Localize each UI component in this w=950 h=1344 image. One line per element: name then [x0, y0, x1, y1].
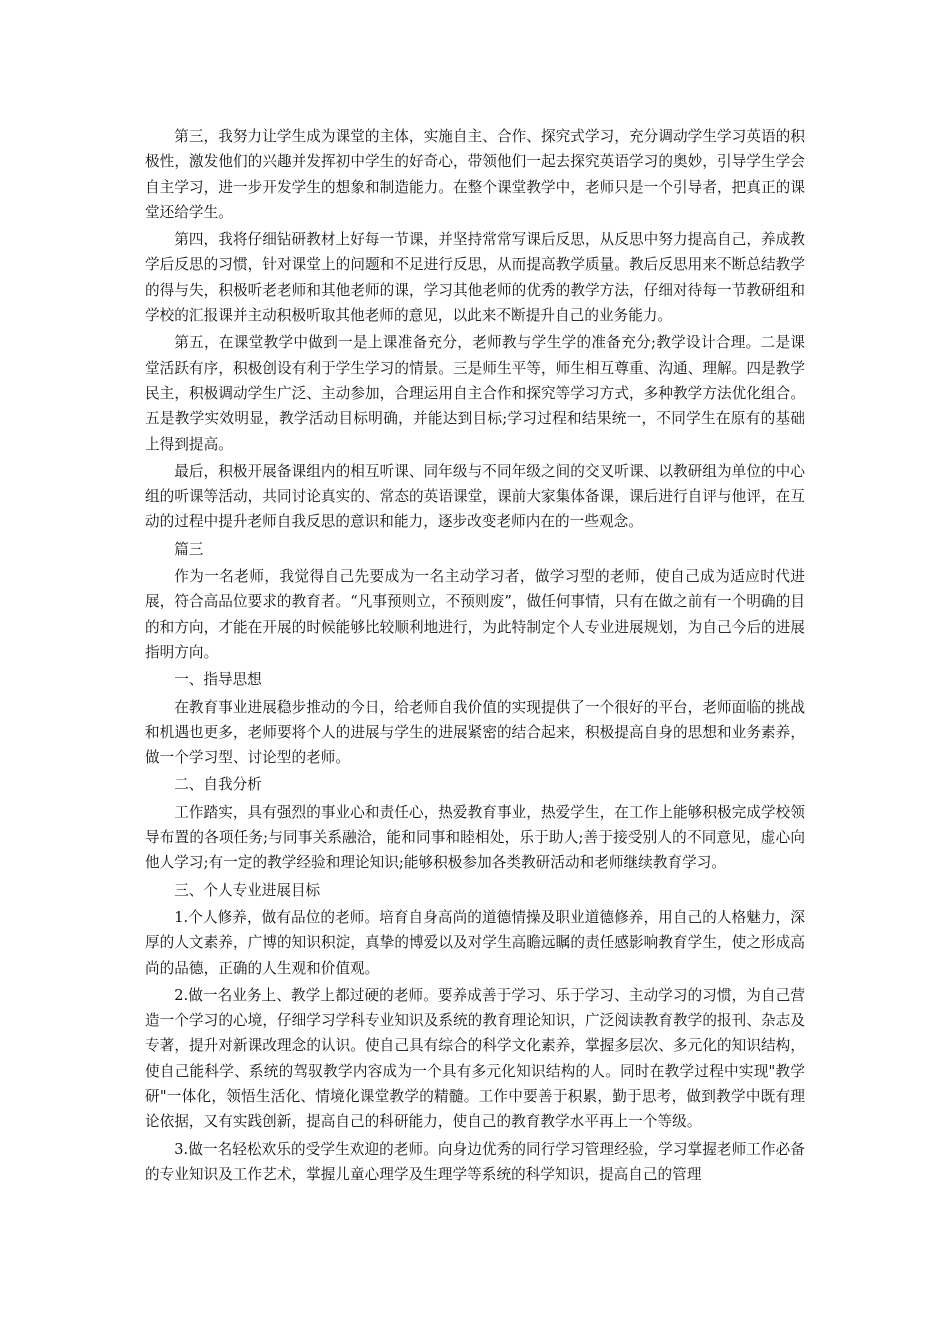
document-page [145, 124, 805, 1189]
paragraph-goal-2: 2.做一名业务上、教学上都过硬的老师。要养成善于学习、乐于学习、主动学习的习惯，为自己营造一个学习的心境，仔细学习学科专业知识及系统的教育理论知识，广泛阅读教育教学的报刊、杂志及专著，提升对新课改理念的认识。使自己具有综合的科学文化素养，掌握多层次、多元化的知识结构，使自己能科学、系统的驾驭教学内容成为一个具有多元化知识结构的人。同时在教学过程中实现"教学研"一体化，领悟生活化、情境化课堂教学的精髓。工作中要善于积累，勤于思考，做到教学中既有理论依据，又有实践创新，提高自己的科研能力，使自己的教育教学水平再上一个等级。 [145, 986, 805, 1131]
paragraph-third-point: 第三，我努力让学生成为课堂的主体，实施自主、合作、探究式学习，充分调动学生学习英语的积极性，激发他们的兴趣并发挥初中学生的好奇心，带领他们一起去探究英语学习的奥妙，引导学生学会自主学习，进一步开发学生的想象和制造能力。在整个课堂教学中，老师只是一个引导者，把真正的课堂还给学生。 [145, 128, 805, 221]
section-heading-guiding-thought: 一、指导思想 [174, 671, 262, 689]
paragraph-guiding-thought: 在教育事业进展稳步推动的今日，给老师自我价值的实现提供了一个很好的平台，老师面临的挑战和机遇也更多，老师要将个人的进展与学生的进展紧密的结合起来，积极提高自身的思想和业务素养，做一个学习型、讨论型的老师。 [145, 698, 805, 767]
section-heading-self-analysis: 二、自我分析 [174, 776, 262, 794]
paragraph-fifth-point: 第五，在课堂教学中做到一是上课准备充分，老师教与学生学的准备充分;教学设计合理。二是课堂活跃有序，积极创设有利于学生学习的情景。三是师生平等，师生相互尊重、沟通、理解。四是教学民主，积极调动学生广泛、主动参加，合理运用自主合作和探究等学习方式，多种教学方法优化组合。五是教学实效明显，教学活动目标明确，并能达到目标;学习过程和结果统一，不同学生在原有的基础上得到提高。 [145, 334, 805, 453]
paragraph-goal-1: 1.个人修养，做有品位的老师。培育自身高尚的道德情操及职业道德修养，用自己的人格魅力，深厚的人文素养，广博的知识积淀，真挚的博爱以及对学生高瞻远瞩的责任感影响教育学生，使之形成高尚的品德，正确的人生观和价值观。 [145, 908, 805, 977]
paragraph-finally: 最后，积极开展备课组内的相互听课、同年级与不同年级之间的交叉听课、以教研组为单位的中心组的听课等活动，共同讨论真实的、常态的英语课堂，课前大家集体备课，课后进行自评与他评，在互动的过程中提升老师自我反思的意识和能力，逐步改变老师内在的一些观念。 [145, 462, 805, 531]
paragraph-self-analysis: 工作踏实，具有强烈的事业心和责任心，热爱教育事业，热爱学生，在工作上能够积极完成学校领导布置的各项任务;与同事关系融洽，能和同事和睦相处，乐于助人;善于接受别人的不同意见，虚心向他人学习;有一定的教学经验和理论知识;能够积极参加各类教研活动和老师继续教育学习。 [145, 803, 805, 872]
section-heading-goals: 三、个人专业进展目标 [174, 881, 321, 899]
section-heading-part-three: 篇三 [174, 540, 204, 558]
paragraph-intro: 作为一名老师，我觉得自己先要成为一名主动学习者，做学习型的老师，使自己成为适应时代进展，符合高品位要求的教育者。“凡事预则立，不预则废”，做任何事情，只有在做之前有一个明确的目的和方向，才能在开展的时候能够比较顺利地进行，为此特制定个人专业进展规划，为自己今后的进展指明方向。 [145, 568, 805, 661]
paragraph-fourth-point: 第四，我将仔细钻研教材上好每一节课，并坚持常常写课后反思，从反思中努力提高自己，养成教学后反思的习惯，针对课堂上的问题和不足进行反思，从而提高教学质量。教后反思用来不断总结教学的得与失，积极听老老师和其他老师的课，学习其他老师的优秀的教学方法，仔细对待每一节教研组和学校的汇报课并主动积极听取其他老师的意见，以此来不断提升自己的业务能力。 [145, 231, 805, 325]
paragraph-goal-3: 3.做一名轻松欢乐的受学生欢迎的老师。向身边优秀的同行学习管理经验，学习掌握老师工作必备的专业知识及工作艺术，掌握儿童心理学及生理学等系统的科学知识，提高自己的管理 [145, 1140, 805, 1183]
